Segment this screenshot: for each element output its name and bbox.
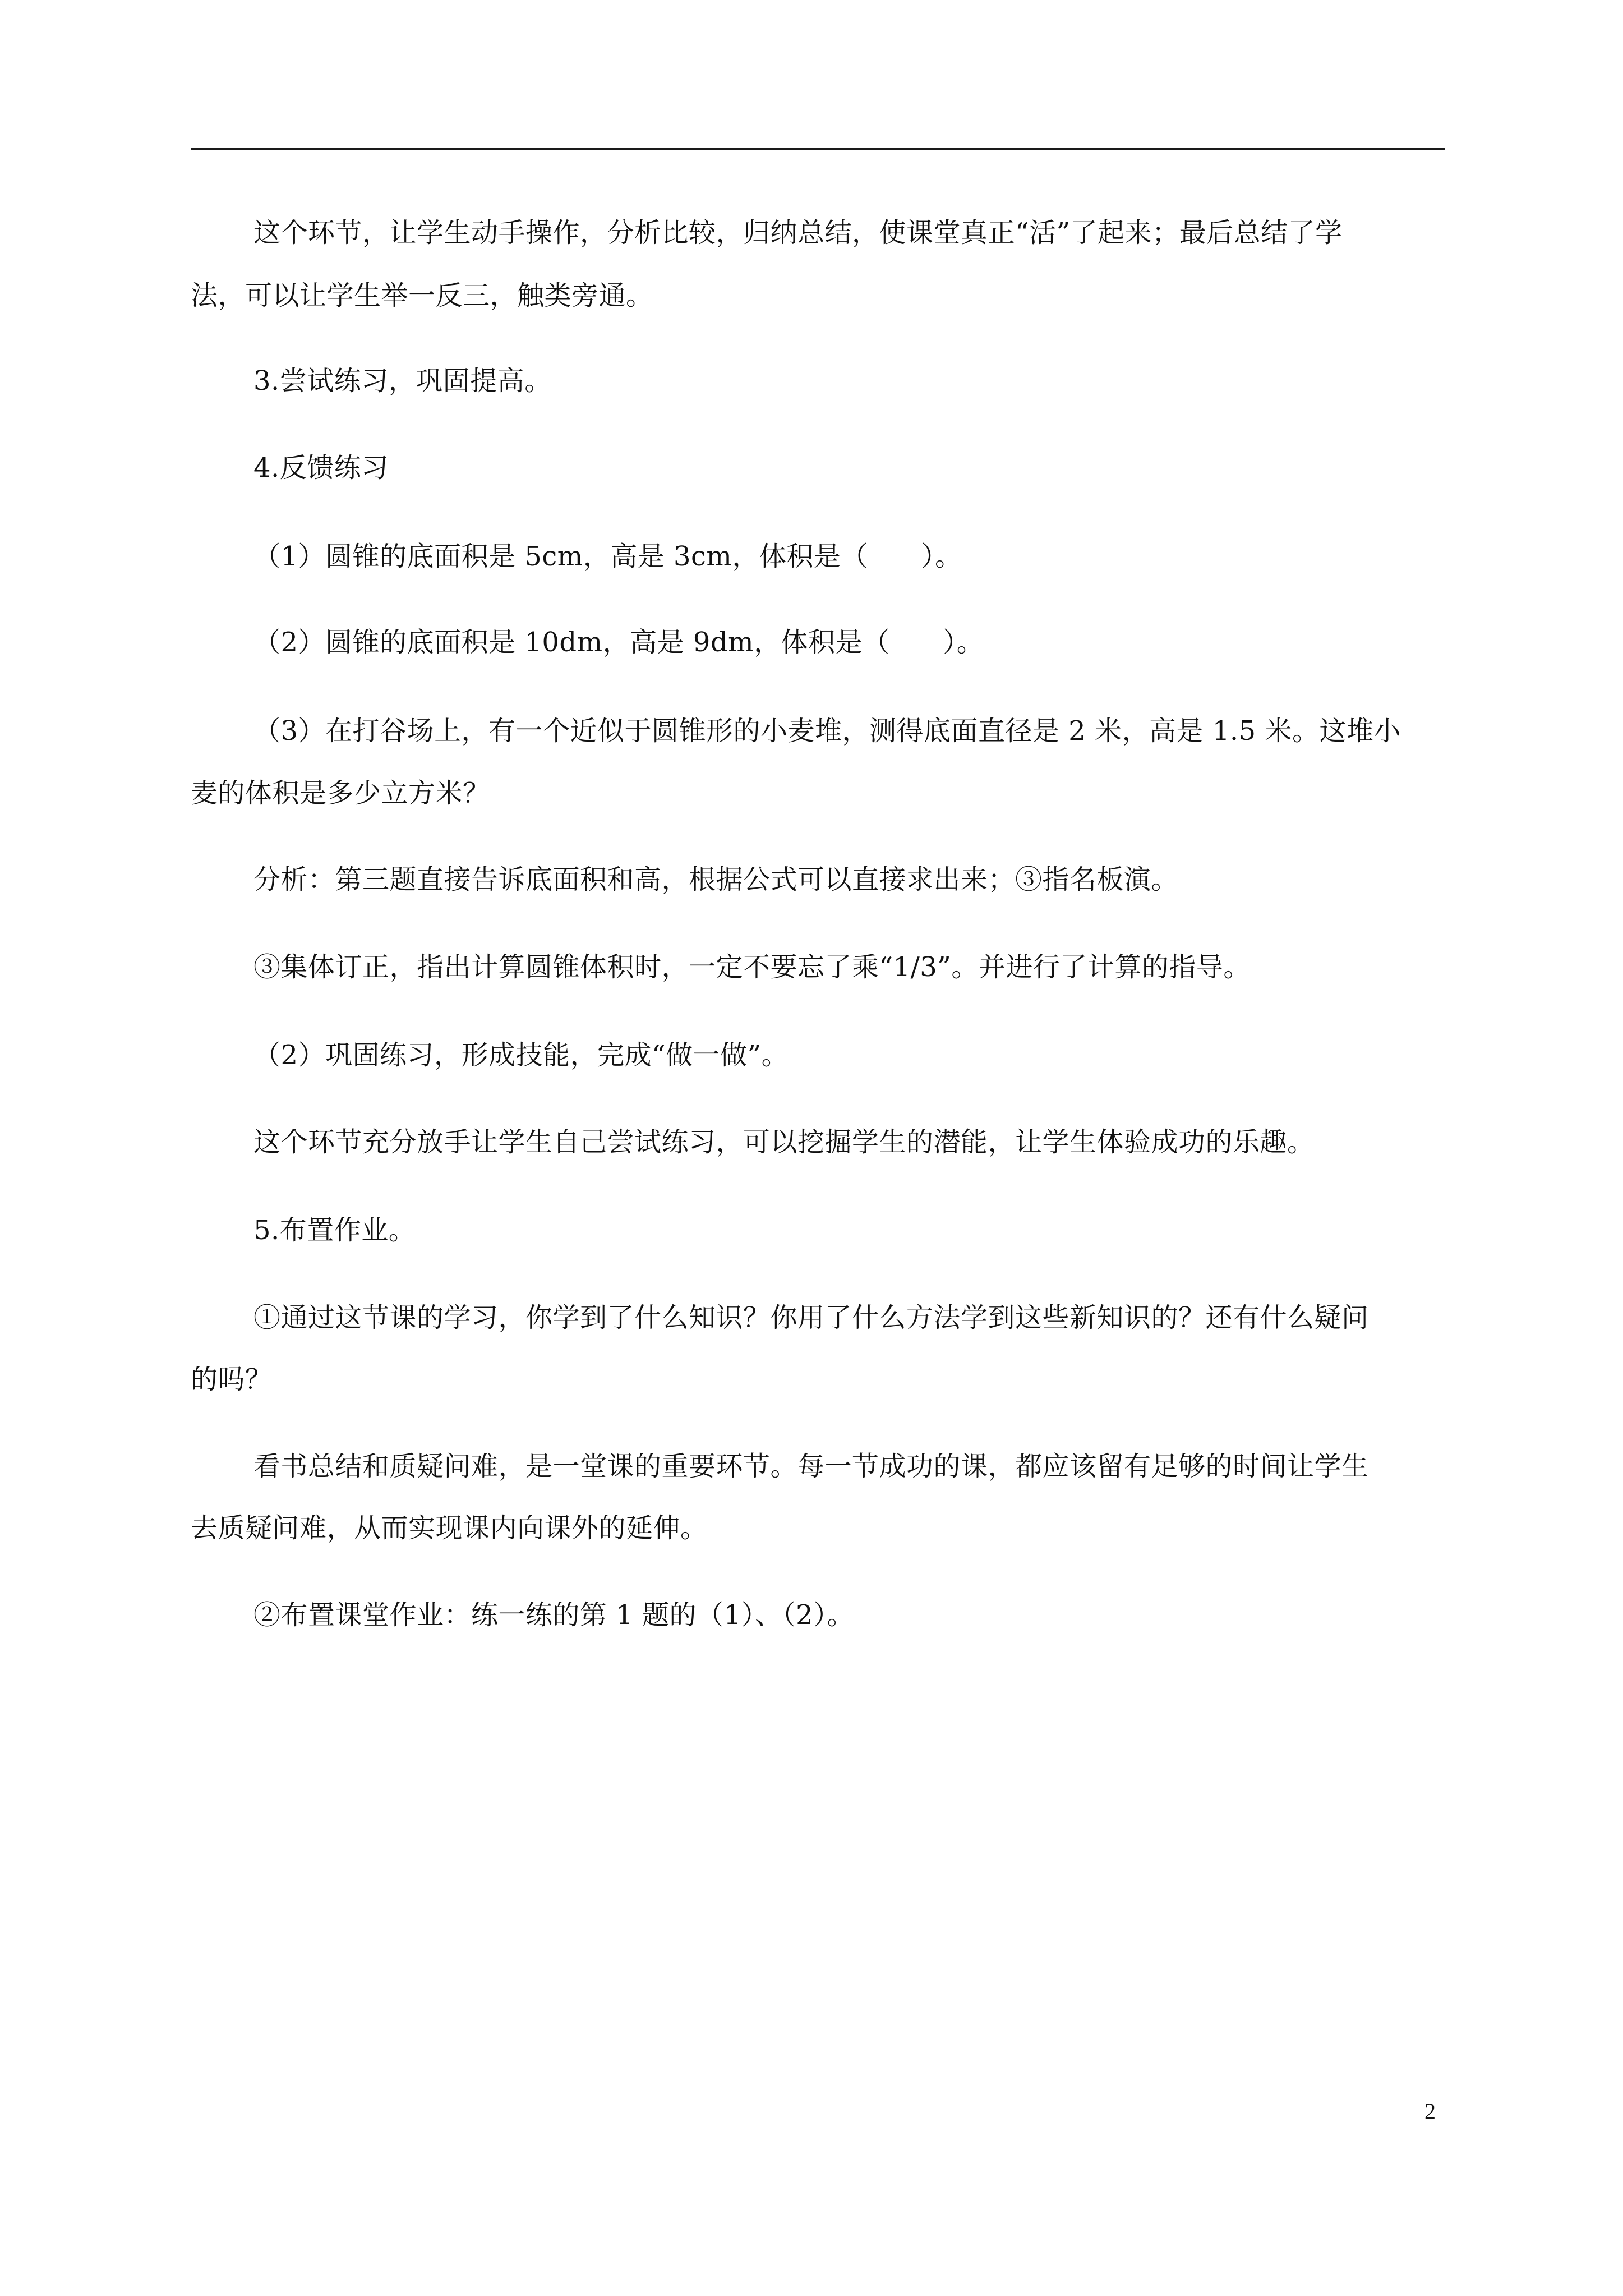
exercise-3-line-1: （3）在打谷场上，有一个近似于圆锥形的小麦堆，测得底面直径是 2 米，高是 1.5 米。这堆小 (253, 715, 1401, 747)
analysis-paragraph: 分析：第三题直接告诉底面积和高，根据公式可以直接求出来；③指名板演。 (253, 864, 1179, 895)
question-paragraph-line-1: ①通过这节课的学习，你学到了什么知识？你用了什么方法学到这些新知识的？还有什么疑问 (253, 1302, 1369, 1333)
reflection-paragraph: 这个环节充分放手让学生自己尝试练习，可以挖掘学生的潜能，让学生体验成功的乐趣。 (253, 1126, 1315, 1158)
correction-paragraph: ③集体订正，指出计算圆锥体积时，一定不要忘了乘“1/3”。并进行了计算的指导。 (253, 951, 1251, 983)
summary-paragraph-line-1: 看书总结和质疑问难，是一堂课的重要环节。每一节成功的课，都应该留有足够的时间让学生 (253, 1451, 1369, 1482)
paragraph-1-line-1: 这个环节，让学生动手操作，分析比较，归纳总结，使课堂真正“活”了起来；最后总结了学 (253, 217, 1343, 249)
section-heading-5: 5.布置作业。 (253, 1214, 416, 1246)
consolidation-paragraph: （2）巩固练习，形成技能，完成“做一做”。 (253, 1039, 789, 1071)
question-paragraph-line-2: 的吗？ (191, 1364, 273, 1395)
paragraph-1-line-2: 法，可以让学生举一反三，触类旁通。 (191, 280, 653, 311)
summary-paragraph-line-2: 去质疑问难，从而实现课内向课外的延伸。 (191, 1512, 708, 1544)
homework-paragraph: ②布置课堂作业：练一练的第 1 题的（1）、（2）。 (253, 1599, 855, 1631)
header-rule (191, 148, 1445, 150)
section-heading-4: 4.反馈练习 (253, 452, 389, 484)
page-number: 2 (1424, 2099, 1436, 2124)
exercise-1: （1）圆锥的底面积是 5cm，高是 3cm，体积是（ ）。 (253, 541, 962, 572)
exercise-3-line-2: 麦的体积是多少立方米？ (191, 777, 490, 809)
exercise-2: （2）圆锥的底面积是 10dm，高是 9dm，体积是（ ）。 (253, 627, 984, 658)
section-heading-3: 3.尝试练习，巩固提高。 (253, 365, 552, 397)
